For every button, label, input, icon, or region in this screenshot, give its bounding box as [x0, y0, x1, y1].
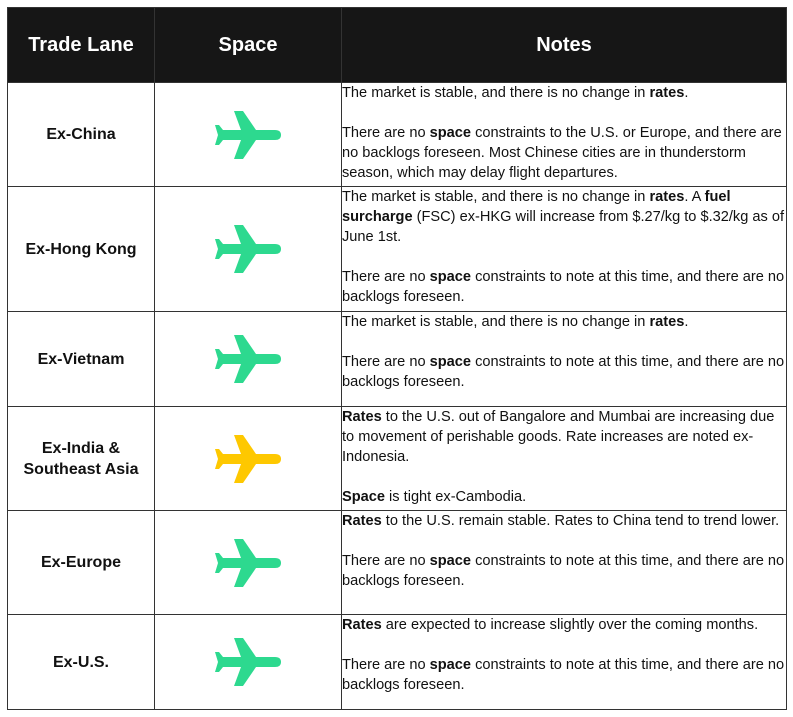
- note-text: are expected to increase slightly over the coming months.: [381, 617, 759, 633]
- note-text: The market is stable, and there is no change in: [342, 314, 650, 330]
- note-emphasis: Rates: [342, 409, 382, 425]
- note-emphasis: space: [429, 125, 472, 141]
- table-row: [8, 615, 787, 710]
- trade-lane-label: Ex-Hong Kong: [25, 240, 137, 258]
- note-text: to the U.S. remain stable. Rates to China tend to trend lower.: [381, 513, 780, 529]
- table-header: [8, 8, 787, 83]
- airplane-shape: [215, 435, 281, 483]
- note-text: constraints to note at this time, and there are no backlogs foreseen.: [342, 553, 785, 589]
- airplane-shape: [215, 638, 281, 686]
- note-emphasis: rates: [649, 189, 685, 205]
- space-status-cell: [155, 83, 342, 187]
- note-paragraph: [342, 615, 786, 635]
- note-emphasis: space: [429, 553, 472, 569]
- airplane-icon: [215, 111, 281, 159]
- note-emphasis: Rates: [342, 617, 382, 633]
- notes-cell: [342, 312, 787, 407]
- note-paragraph: [342, 551, 786, 591]
- note-emphasis: Space: [342, 489, 385, 505]
- note-text: There are no: [342, 553, 430, 569]
- header-space: Space: [155, 8, 342, 83]
- note-text: There are no: [342, 269, 430, 285]
- table-row: [8, 407, 787, 511]
- note-emphasis: fuel surcharge: [342, 189, 731, 225]
- trade-lane-cell: [8, 511, 155, 615]
- trade-lane-label: Ex-U.S.: [52, 653, 109, 671]
- note-text: constraints to note at this time, and there are no backlogs foreseen.: [342, 657, 785, 693]
- airplane-icon: [215, 335, 281, 383]
- note-paragraph: [342, 267, 786, 307]
- note-paragraph: [342, 312, 786, 332]
- note-paragraph: [342, 655, 786, 695]
- note-text: .: [684, 85, 689, 101]
- space-status-cell: [155, 187, 342, 312]
- note-paragraph: [342, 352, 786, 392]
- note-text: The market is stable, and there is no change in: [342, 85, 650, 101]
- space-status-cell: [155, 407, 342, 511]
- note-paragraph: [342, 511, 786, 531]
- notes-cell: [342, 83, 787, 187]
- trade-lane-cell: [8, 83, 155, 187]
- note-text: There are no: [342, 125, 430, 141]
- note-text: is tight ex-Cambodia.: [385, 489, 527, 505]
- space-status-cell: [155, 312, 342, 407]
- airplane-shape: [215, 335, 281, 383]
- note-paragraph: [342, 187, 786, 247]
- note-text: There are no: [342, 657, 430, 673]
- note-text: constraints to the U.S. or Europe, and there are no backlogs foreseen. Most Chinese cities are in thunderstorm season, which may delay flight departures.: [342, 125, 782, 181]
- note-text: constraints to note at this time, and there are no backlogs foreseen.: [342, 354, 785, 390]
- space-status-cell: [155, 615, 342, 710]
- trade-lane-cell: [8, 312, 155, 407]
- notes-cell: [342, 511, 787, 615]
- note-emphasis: rates: [649, 85, 685, 101]
- trade-lane-table: [7, 7, 787, 710]
- notes-cell: [342, 187, 787, 312]
- note-text: .: [684, 314, 689, 330]
- space-status-cell: [155, 511, 342, 615]
- note-paragraph: [342, 487, 786, 507]
- airplane-icon: [215, 225, 281, 273]
- note-emphasis: space: [429, 657, 472, 673]
- trade-lane-cell: [8, 407, 155, 511]
- note-emphasis: rates: [649, 314, 685, 330]
- note-text: . A: [684, 189, 705, 205]
- note-text: to the U.S. out of Bangalore and Mumbai are increasing due to movement of perishable goods. Rate increases are noted ex-Indonesia.: [342, 409, 775, 465]
- table-body: [8, 83, 787, 710]
- airplane-icon: [215, 539, 281, 587]
- header-row: [8, 8, 787, 83]
- note-emphasis: space: [429, 354, 472, 370]
- note-emphasis: space: [429, 269, 472, 285]
- trade-lane-label: Ex-China: [46, 126, 116, 143]
- trade-lane-cell: [8, 187, 155, 312]
- table-row: [8, 187, 787, 312]
- table-row: [8, 511, 787, 615]
- trade-lane-label: Ex-Europe: [40, 554, 121, 571]
- airplane-shape: [215, 111, 281, 159]
- header-trade-lane: Trade Lane: [8, 8, 155, 83]
- note-paragraph: [342, 123, 786, 183]
- note-paragraph: [342, 407, 786, 467]
- airplane-shape: [215, 539, 281, 587]
- notes-cell: [342, 407, 787, 511]
- header-notes: Notes: [342, 8, 787, 83]
- note-text: constraints to note at this time, and there are no backlogs foreseen.: [342, 269, 785, 305]
- airplane-icon: [215, 638, 281, 686]
- trade-lane-cell: [8, 615, 155, 710]
- note-paragraph: [342, 83, 786, 103]
- note-text: The market is stable, and there is no change in: [342, 189, 650, 205]
- note-text: (FSC) ex-HKG will increase from $.27/kg to $.32/kg as of June 1st.: [342, 209, 785, 245]
- airplane-icon: [215, 435, 281, 483]
- table-row: [8, 312, 787, 407]
- note-emphasis: Rates: [342, 513, 382, 529]
- note-text: There are no: [342, 354, 430, 370]
- trade-lane-label: Ex-Vietnam: [37, 350, 125, 368]
- trade-lane-label: Ex-India & Southeast Asia: [23, 439, 139, 478]
- table-row: [8, 83, 787, 187]
- notes-cell: [342, 615, 787, 710]
- airplane-shape: [215, 225, 281, 273]
